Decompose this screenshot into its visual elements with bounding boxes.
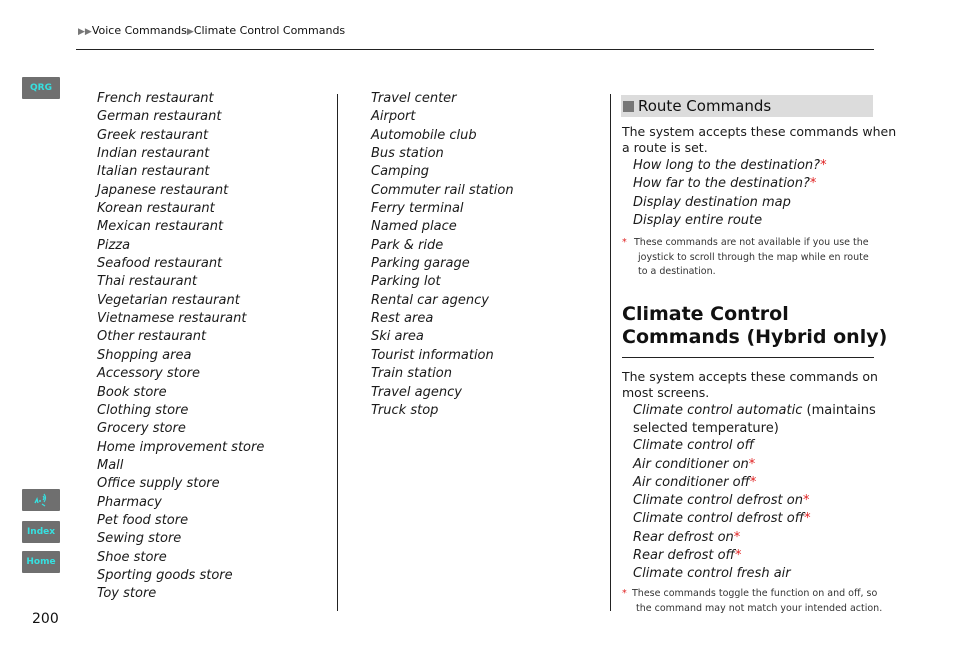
destination-category-item: Parking garage (371, 256, 470, 272)
climate-control-title (622, 303, 887, 349)
route-command-list (633, 157, 827, 230)
asterisk-mark: * (820, 158, 827, 173)
destination-category-item: Camping (371, 164, 430, 180)
asterisk-mark: * (748, 456, 756, 472)
breadcrumb (78, 24, 345, 37)
destination-category-item: Thai restaurant (97, 274, 197, 290)
asterisk-mark: * (622, 237, 627, 248)
route-intro-line: a route is set. (622, 140, 708, 155)
destination-category-item: Rest area (371, 311, 434, 327)
column-divider (337, 94, 338, 611)
voice-command-icon (33, 493, 49, 507)
asterisk-mark: * (733, 529, 741, 545)
destination-category-item: Pizza (97, 237, 131, 253)
destination-category-item: Ski area (371, 329, 424, 345)
title-line: Commands (Hybrid only) (622, 326, 888, 348)
climate-intro (622, 369, 878, 401)
destination-category-item: Commuter rail station (371, 182, 514, 198)
route-command: How long to the destination?* (633, 158, 827, 173)
climate-command-note: selected temperature) (633, 421, 779, 437)
destination-category-item: Rental car agency (371, 292, 489, 308)
climate-command: Rear defrost off* (633, 548, 742, 564)
section-square-icon (623, 101, 634, 112)
destination-category-item: Named place (371, 219, 457, 235)
column-divider (610, 94, 611, 611)
destination-category-item: Automobile club (371, 127, 477, 143)
voice-command-button[interactable] (22, 489, 60, 511)
title-divider (622, 357, 874, 358)
destination-category-item: Ferry terminal (371, 201, 464, 217)
asterisk-mark: * (622, 588, 627, 599)
asterisk-mark: * (734, 548, 742, 564)
climate-command: Air conditioner off* (633, 474, 757, 490)
destination-category-item: Shopping area (97, 347, 192, 363)
asterisk-mark: * (809, 176, 817, 192)
climate-intro-line: most screens. (622, 385, 710, 400)
destination-category-item: Office supply store (97, 476, 220, 492)
destination-category-item: Indian restaurant (97, 146, 210, 162)
destination-category-item: Bus station (371, 146, 444, 162)
climate-command: Climate control off (633, 438, 754, 454)
climate-command: Climate control defrost on* (633, 493, 810, 509)
destination-category-item: Vietnamese restaurant (97, 311, 247, 327)
destination-category-item: Pharmacy (97, 494, 162, 510)
destination-category-item: Book store (97, 384, 167, 400)
breadcrumb-arrow-icon: ▶▶ (78, 27, 92, 37)
destination-category-item: Korean restaurant (97, 201, 215, 217)
destination-category-item: Sewing store (97, 531, 182, 547)
route-commands-title: Route Commands (638, 97, 772, 115)
destination-category-item: Parking lot (371, 274, 441, 290)
destination-category-item: Truck stop (371, 402, 439, 418)
climate-command: Rear defrost on* (633, 529, 741, 545)
asterisk-mark: * (804, 511, 811, 527)
destination-category-item: Pet food store (97, 512, 189, 528)
destination-category-item: Shoe store (97, 549, 167, 565)
destination-category-list-2 (371, 90, 514, 420)
destination-category-item: Travel center (371, 91, 457, 106)
destination-category-item: Clothing store (97, 402, 189, 418)
index-button[interactable]: Index (22, 521, 60, 543)
destination-category-item: Tourist information (371, 347, 494, 363)
destination-category-item: Accessory store (97, 366, 201, 382)
route-command: Display entire route (633, 212, 763, 228)
footnote-line: These commands toggle the function on and off, so (632, 588, 878, 599)
page-number: 200 (32, 611, 59, 627)
home-button[interactable]: Home (22, 551, 60, 573)
climate-footnote (622, 587, 882, 616)
route-intro (622, 124, 896, 156)
destination-category-item: Airport (371, 109, 416, 125)
destination-category-item: Italian restaurant (97, 164, 210, 180)
route-commands-heading (621, 95, 873, 117)
footnote-line: to a destination. (638, 266, 716, 277)
destination-category-item: Park & ride (371, 237, 444, 253)
destination-category-item: Train station (371, 366, 452, 382)
destination-category-item: Greek restaurant (97, 127, 209, 143)
footnote-line: joystick to scroll through the map while en route (638, 251, 869, 263)
asterisk-mark: * (802, 493, 810, 509)
destination-category-item: Toy store (97, 586, 157, 602)
route-command: Display destination map (633, 194, 791, 210)
route-footnote (622, 236, 869, 280)
destination-category-item: German restaurant (97, 109, 222, 125)
destination-category-item: Travel agency (371, 384, 462, 400)
destination-category-item: Mall (97, 457, 124, 473)
destination-category-item: Japanese restaurant (97, 182, 229, 198)
breadcrumb-arrow-icon: ▶ (186, 27, 194, 37)
breadcrumb-item-climate-control: Climate Control Commands (193, 24, 346, 37)
climate-command: Climate control defrost off* (633, 511, 811, 527)
destination-category-item: Home improvement store (97, 439, 265, 455)
destination-category-item: Other restaurant (97, 329, 207, 345)
climate-command: Climate control fresh air (633, 566, 791, 582)
climate-command: Climate control automatic (maintains (633, 403, 876, 418)
footnote-line: the command may not match your intended action. (636, 602, 883, 614)
header-divider (76, 49, 874, 50)
route-intro-line: The system accepts these commands when (622, 124, 897, 139)
destination-category-item: French restaurant (97, 91, 214, 106)
climate-intro-line: The system accepts these commands on (622, 369, 878, 384)
climate-command: Air conditioner on* (633, 456, 756, 472)
destination-category-list-1 (97, 90, 264, 604)
destination-category-item: Sporting goods store (97, 567, 233, 583)
breadcrumb-item-voice-commands[interactable]: Voice Commands (91, 24, 187, 37)
destination-category-item: Seafood restaurant (97, 256, 223, 272)
title-line: Climate Control (622, 303, 789, 325)
asterisk-mark: * (749, 474, 757, 490)
destination-category-item: Grocery store (97, 421, 186, 437)
destination-category-item: Mexican restaurant (97, 219, 224, 235)
climate-command-list (633, 402, 876, 584)
route-command: How far to the destination?* (633, 176, 817, 192)
destination-category-item: Vegetarian restaurant (97, 292, 240, 308)
footnote-line: These commands are not available if you use the (634, 237, 869, 248)
qrg-button[interactable]: QRG (22, 77, 60, 99)
